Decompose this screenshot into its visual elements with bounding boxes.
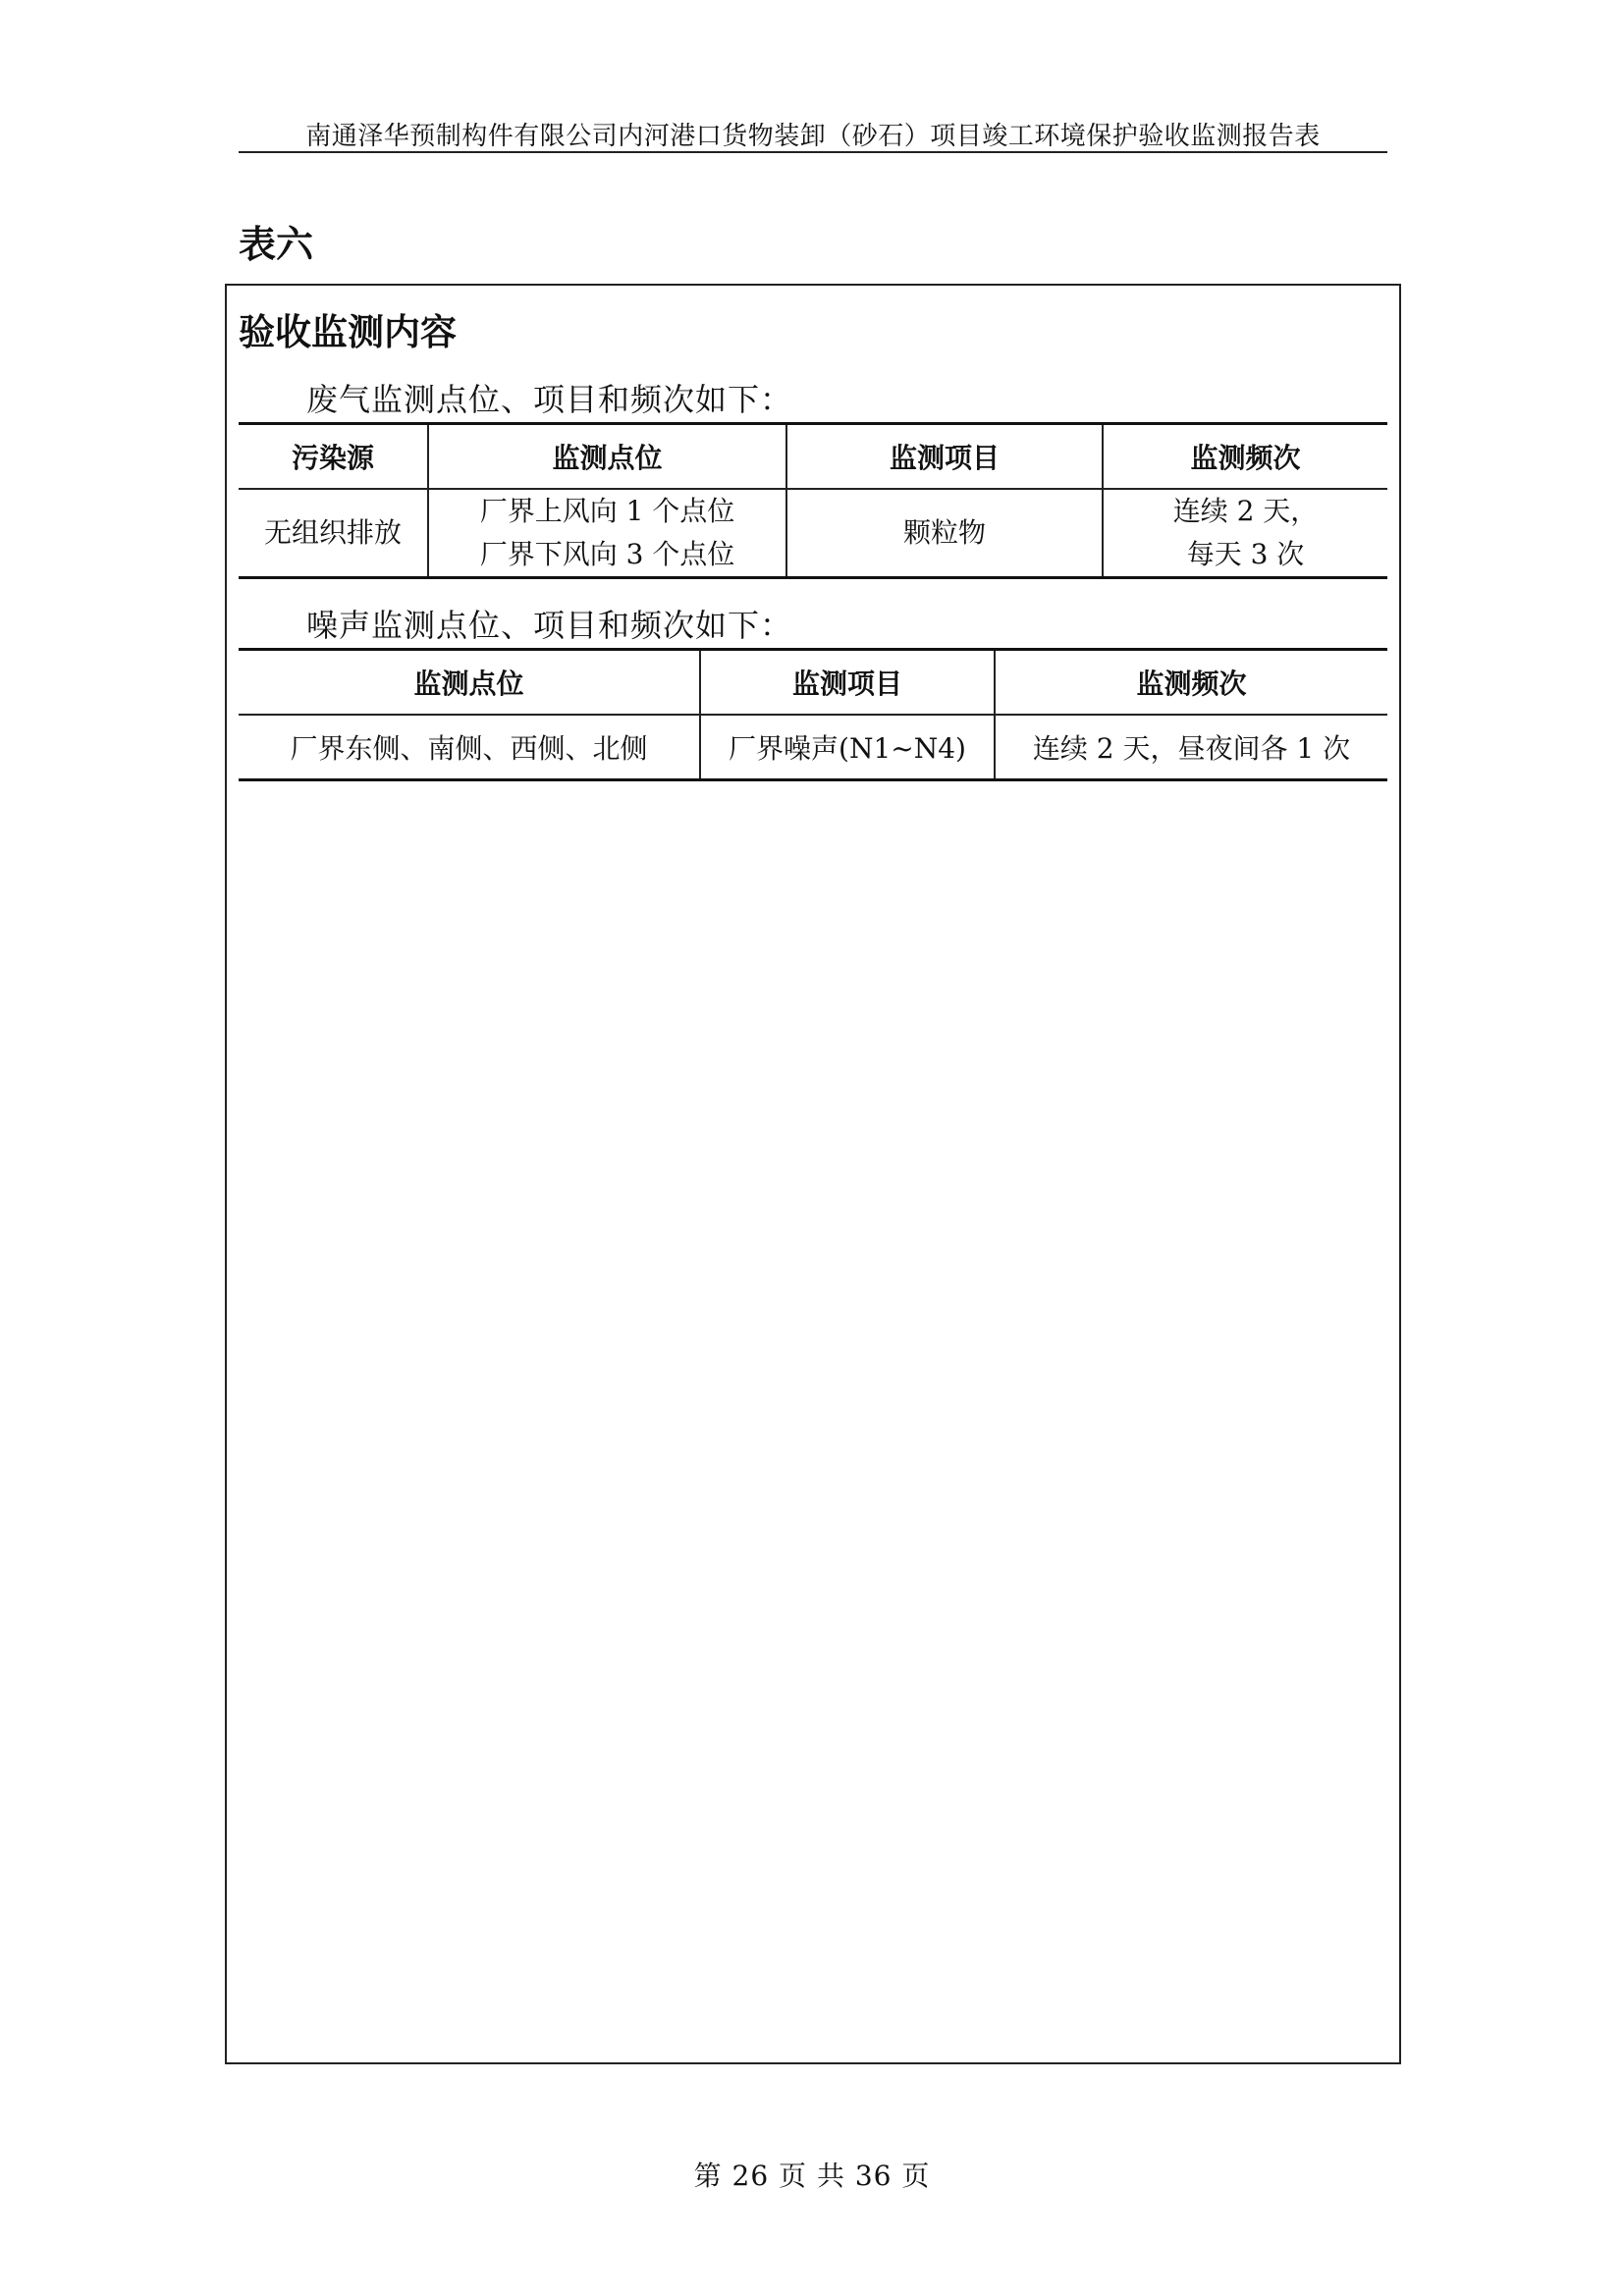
cell-frequency: 连续 2 天，昼夜间各 1 次 [995, 715, 1387, 780]
col-header-source: 污染源 [239, 424, 428, 490]
gas-intro-text: 废气监测点位、项目和频次如下： [306, 381, 793, 418]
cell-source: 无组织排放 [239, 489, 428, 578]
col-header-points: 监测点位 [239, 650, 700, 716]
cell-points-line-1: 厂界上风向 1 个点位 [479, 495, 735, 527]
table-row [239, 715, 1387, 780]
col-header-item: 监测项目 [700, 650, 995, 716]
header-divider [239, 151, 1387, 153]
cell-item: 厂界噪声(N1~N4) [700, 715, 995, 780]
cell-item: 颗粒物 [786, 489, 1103, 578]
table-header-row [239, 650, 1387, 716]
col-header-frequency: 监测频次 [995, 650, 1387, 716]
running-header-title: 南通泽华预制构件有限公司内河港口货物装卸（砂石）项目竣工环境保护验收监测报告表 [305, 122, 1321, 151]
section-label: 表六 [239, 223, 314, 266]
box-title: 验收监测内容 [239, 311, 457, 353]
col-header-frequency: 监测频次 [1103, 424, 1387, 490]
cell-points: 厂界东侧、南侧、西侧、北侧 [239, 715, 700, 780]
cell-frequency-line-1: 连续 2 天， [1172, 495, 1319, 527]
table-header-row [239, 424, 1387, 490]
cell-frequency-line-2: 每天 3 次 [1186, 538, 1305, 570]
noise-intro-text: 噪声监测点位、项目和频次如下： [306, 607, 793, 644]
col-header-item: 监测项目 [786, 424, 1103, 490]
cell-frequency [1103, 489, 1387, 578]
gas-monitoring-table [239, 422, 1387, 579]
cell-points-line-2: 厂界下风向 3 个点位 [479, 538, 735, 570]
col-header-points: 监测点位 [428, 424, 786, 490]
noise-monitoring-table [239, 648, 1387, 781]
page-number-footer: 第 26 页 共 36 页 [693, 2160, 931, 2192]
table-row [239, 489, 1387, 578]
cell-points [428, 489, 786, 578]
